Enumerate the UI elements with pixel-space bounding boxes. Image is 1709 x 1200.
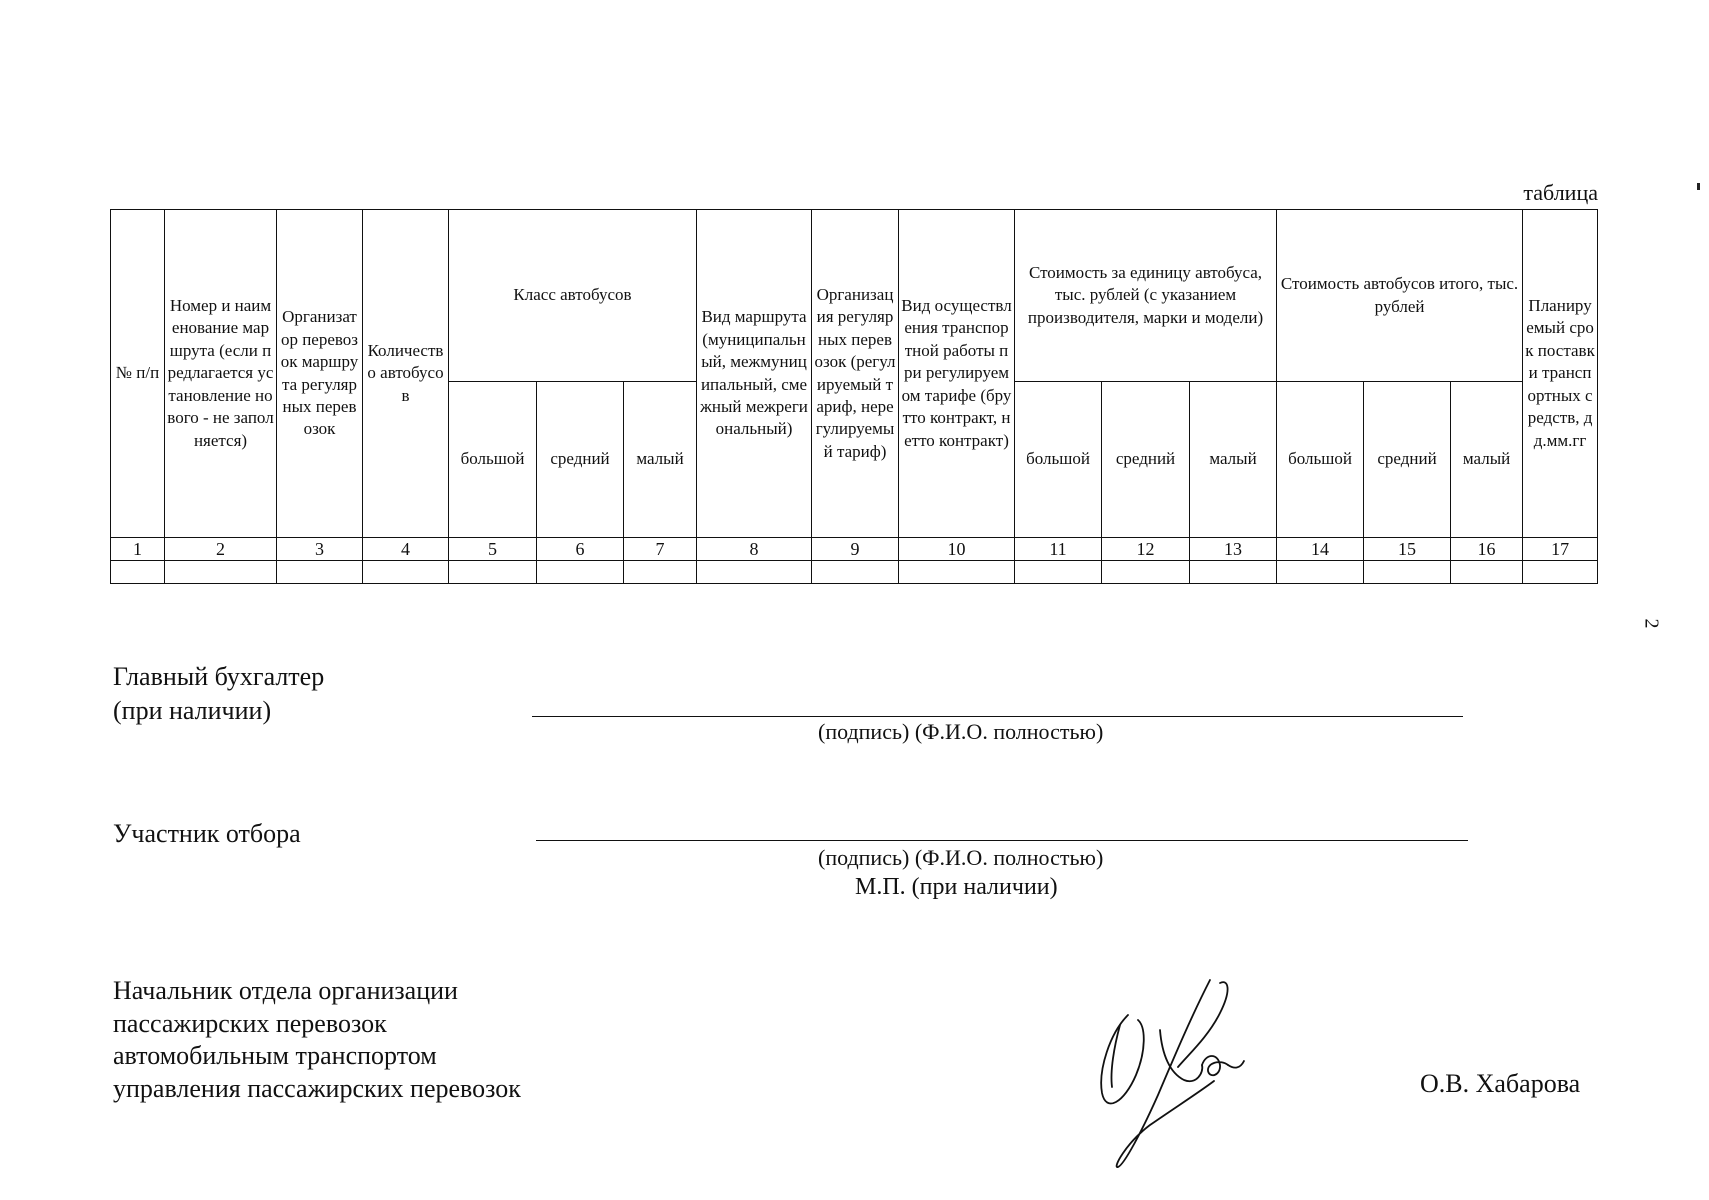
empty-cell	[899, 561, 1015, 584]
handwritten-signature	[1080, 975, 1270, 1175]
empty-cell	[449, 561, 537, 584]
routes-table	[110, 209, 1598, 584]
header-number: № п/п	[111, 210, 165, 538]
total-cost-medium: средний	[1364, 382, 1451, 538]
column-number: 12	[1102, 538, 1190, 561]
header-work-type: Вид осуществления транспортной работы при регулируемом тарифе (брутто контракт, нетто контракт)	[899, 210, 1015, 538]
empty-cell	[1015, 561, 1102, 584]
column-number: 11	[1015, 538, 1102, 561]
empty-cell	[1451, 561, 1523, 584]
chief-accountant-label	[113, 660, 324, 728]
empty-cell	[111, 561, 165, 584]
header-route-type: Вид маршрута (муниципальный, межмуниципальный, смежный межрегиональный)	[697, 210, 812, 538]
column-number: 15	[1364, 538, 1451, 561]
unit-cost-large: большой	[1015, 382, 1102, 538]
head-title-line: Начальник отдела организации	[113, 976, 458, 1005]
empty-cell	[1523, 561, 1598, 584]
header-delivery-date: Планируемый срок поставки транспортных средств, дд.мм.гг	[1523, 210, 1598, 538]
column-number: 4	[363, 538, 449, 561]
empty-cell	[165, 561, 277, 584]
empty-cell	[697, 561, 812, 584]
empty-cell	[537, 561, 624, 584]
column-number: 10	[899, 538, 1015, 561]
column-number: 8	[697, 538, 812, 561]
header-organizer: Организатор перевозок маршрута регулярных перевозок	[277, 210, 363, 538]
empty-cell	[1190, 561, 1277, 584]
header-bus-class: Класс автобусов	[449, 210, 697, 382]
header-organization: Организация регулярных перевозок (регулируемый тариф, нерегулируемый тариф)	[812, 210, 899, 538]
class-small: малый	[624, 382, 697, 538]
column-number-row	[111, 538, 1598, 561]
header-total-cost: Стоимость автобусов итого, тыс. рублей	[1277, 210, 1523, 382]
empty-cell	[277, 561, 363, 584]
class-large: большой	[449, 382, 537, 538]
empty-cell	[1102, 561, 1190, 584]
stamp-note: М.П. (при наличии)	[855, 874, 1058, 900]
column-number: 2	[165, 538, 277, 561]
header-route-name: Номер и наименование маршрута (если предлагается установление нового - не заполняется)	[165, 210, 277, 538]
column-number: 9	[812, 538, 899, 561]
column-number: 6	[537, 538, 624, 561]
empty-cell	[1277, 561, 1364, 584]
unit-cost-small: малый	[1190, 382, 1277, 538]
column-number: 5	[449, 538, 537, 561]
table-caption: таблица	[1523, 180, 1598, 205]
column-number: 14	[1277, 538, 1364, 561]
column-number: 16	[1451, 538, 1523, 561]
empty-cell	[1364, 561, 1451, 584]
head-title-line: пассажирских перевозок	[113, 1008, 387, 1038]
head-name: О.В. Хабарова	[1420, 1069, 1581, 1098]
column-number: 3	[277, 538, 363, 561]
total-cost-small: малый	[1451, 382, 1523, 538]
chief-accountant-signature-line	[532, 716, 1463, 717]
header-unit-cost: Стоимость за единицу автобуса, тыс. рублей (с указанием производителя, марки и модели)	[1015, 210, 1277, 382]
chief-accountant-title: Главный бухгалтер	[113, 662, 325, 691]
chief-accountant-signature-caption: (подпись) (Ф.И.О. полностью)	[818, 719, 1104, 744]
unit-cost-medium: средний	[1102, 382, 1190, 538]
class-medium: средний	[537, 382, 624, 538]
participant-signature-line	[536, 840, 1468, 841]
column-number: 13	[1190, 538, 1277, 561]
chief-accountant-note: (при наличии)	[113, 696, 272, 725]
head-title-line: управления пассажирских перевозок	[113, 1073, 521, 1103]
empty-cell	[812, 561, 899, 584]
empty-cell	[363, 561, 449, 584]
head-title	[113, 975, 521, 1105]
column-number: 17	[1523, 538, 1598, 561]
head-title-line: автомобильным транспортом	[113, 1041, 437, 1070]
total-cost-large: большой	[1277, 382, 1364, 538]
empty-data-row	[111, 561, 1598, 584]
header-bus-count: Количество автобусов	[363, 210, 449, 538]
empty-cell	[624, 561, 697, 584]
participant-label: Участник отбора	[113, 819, 301, 848]
participant-signature-caption: (подпись) (Ф.И.О. полностью)	[818, 845, 1104, 870]
edge-mark	[1697, 183, 1700, 190]
column-number: 7	[624, 538, 697, 561]
page-number: 2	[1640, 618, 1663, 629]
column-number: 1	[111, 538, 165, 561]
